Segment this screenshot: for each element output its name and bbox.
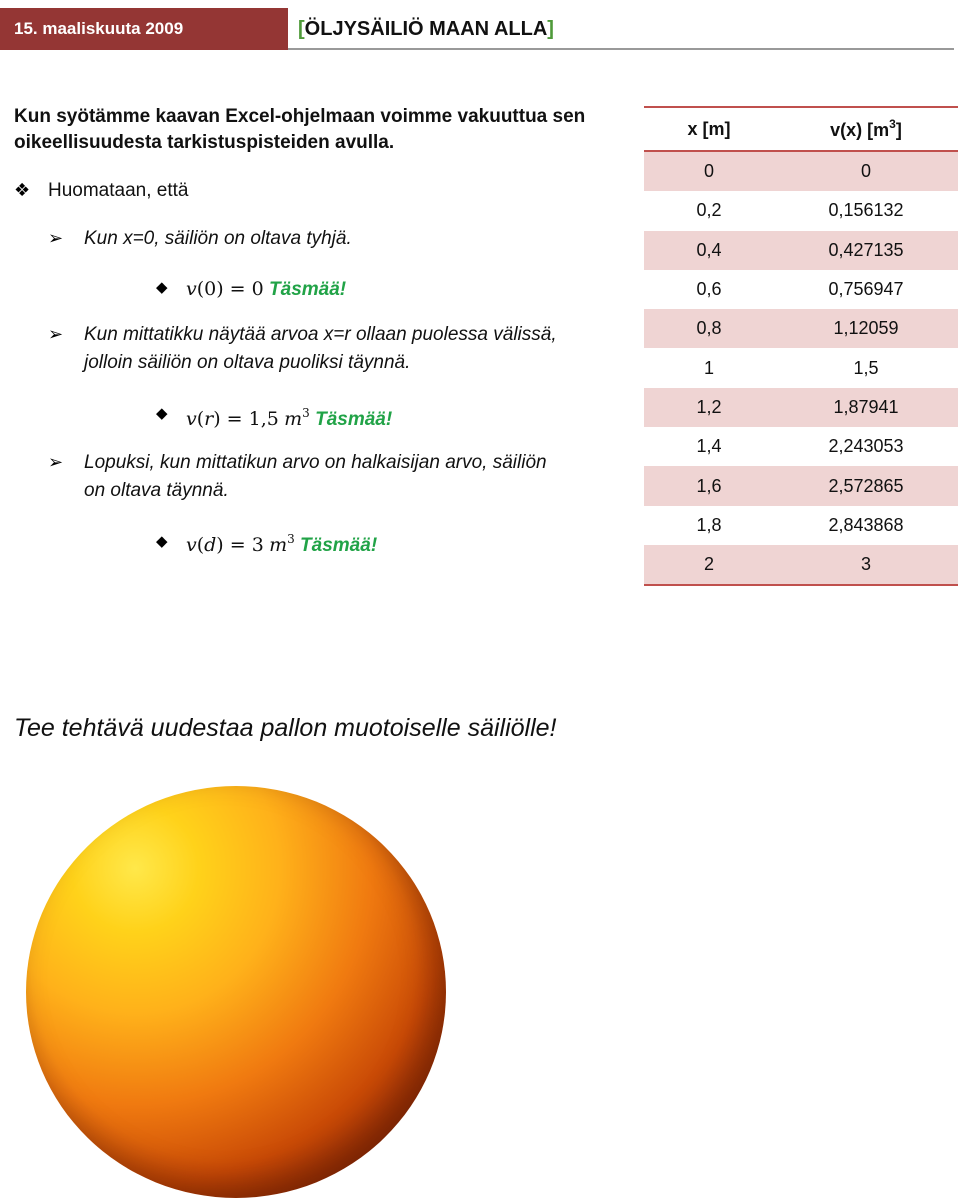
table-row [644, 506, 958, 545]
case-2-text-line1: Kun mittatikku näytää arvoa x=r ollaan puolessa välissä, [84, 324, 557, 345]
check-2: Täsmää! [315, 409, 393, 430]
arrow-bullet-icon: ➢ [48, 228, 64, 248]
sphere-illustration [26, 786, 446, 1198]
diamond-bullet-icon: ❖ [14, 180, 31, 200]
table-row [644, 270, 958, 309]
table-row [644, 191, 958, 230]
table-body [644, 152, 958, 584]
cell-x: 0,8 [696, 318, 722, 339]
table-row [644, 348, 958, 387]
case-3-text-line2: on oltava täynnä. [84, 480, 229, 501]
cell-x: 1,4 [696, 436, 722, 457]
header-date: 15. maaliskuuta 2009 [0, 8, 288, 50]
formula-3: 𝑣(𝑑) = 3 [186, 534, 264, 556]
unit-2: 𝑚 [284, 408, 303, 430]
cell-x: 0,4 [696, 239, 722, 260]
cell-v: 1,5 [853, 357, 879, 378]
cell-v: 0,756947 [828, 279, 904, 300]
check-3: Täsmää! [300, 535, 378, 556]
case-1-text: Kun x=0, säiliön on oltava tyhjä. [84, 228, 352, 249]
table-row [644, 231, 958, 270]
cell-v: 0,427135 [828, 239, 904, 260]
cell-v: 1,87941 [833, 396, 899, 417]
cell-v: 0 [860, 161, 871, 182]
cell-x: 1,8 [696, 514, 722, 535]
case-2-text-line2: jolloin säiliön on oltava puoliksi täynnä. [84, 352, 411, 373]
header-title [298, 8, 554, 50]
values-table [644, 106, 958, 586]
case-3-text-line1: Lopuksi, kun mittatikun arvo on halkaisijan arvo, säiliön [84, 452, 547, 473]
formula-2: 𝑣(𝑟) = 1,5 [186, 408, 279, 430]
header-v: v(x) $[m^3]$ [830, 117, 902, 140]
small-diamond-icon: ◆ [156, 279, 168, 296]
title-bracket-open: [ [298, 17, 305, 40]
unit-2-exp: 3 [302, 406, 310, 420]
check-1: Täsmää! [269, 279, 347, 300]
cell-v: 2,843868 [828, 514, 904, 535]
intro-paragraph: Kun syötämme kaavan Excel-ohjelmaan voimme vakuuttua sen oikeellisuudesta tarkistuspisteiden avulla. [14, 106, 586, 153]
case-3-formula [186, 526, 377, 559]
header-rule [288, 48, 954, 50]
cell-x: 0,2 [696, 200, 722, 221]
cell-x: 0,6 [696, 279, 722, 300]
title-bracket-close: ] [547, 17, 554, 40]
cell-x: 1,6 [696, 475, 722, 496]
case-2-formula [186, 400, 392, 433]
table-row [644, 466, 958, 505]
arrow-bullet-icon: ➢ [48, 452, 64, 472]
formula-1: 𝑣(0) = 0 [186, 278, 264, 300]
cell-x: 1,2 [696, 396, 722, 417]
arrow-bullet-icon: ➢ [48, 324, 64, 344]
cell-v: 2,243053 [828, 436, 904, 457]
table-row [644, 309, 958, 348]
cell-v: 1,12059 [833, 318, 899, 339]
table-row [644, 152, 958, 191]
case-1-formula [186, 276, 346, 303]
cell-x: 2 [703, 554, 714, 575]
cell-v: 3 [860, 554, 871, 575]
table-row [644, 388, 958, 427]
task-text: Tee tehtävä uudestaa pallon muotoiselle säiliölle! [14, 714, 557, 742]
note-text: Huomataan, että [48, 180, 189, 201]
table-row [644, 427, 958, 466]
cell-x: 0 [703, 161, 714, 182]
title-text: ÖLJYSÄILIÖ MAAN ALLA [304, 17, 548, 40]
small-diamond-icon: ◆ [156, 405, 168, 422]
cell-v: 0,156132 [828, 200, 904, 221]
table-row [644, 545, 958, 584]
cell-x: 1 [703, 357, 714, 378]
unit-3: 𝑚 [269, 534, 288, 556]
small-diamond-icon: ◆ [156, 533, 168, 550]
table-header [644, 108, 958, 152]
cell-v: 2,572865 [828, 475, 904, 496]
unit-3-exp: 3 [287, 532, 295, 546]
header-x: x [m] [687, 118, 731, 139]
